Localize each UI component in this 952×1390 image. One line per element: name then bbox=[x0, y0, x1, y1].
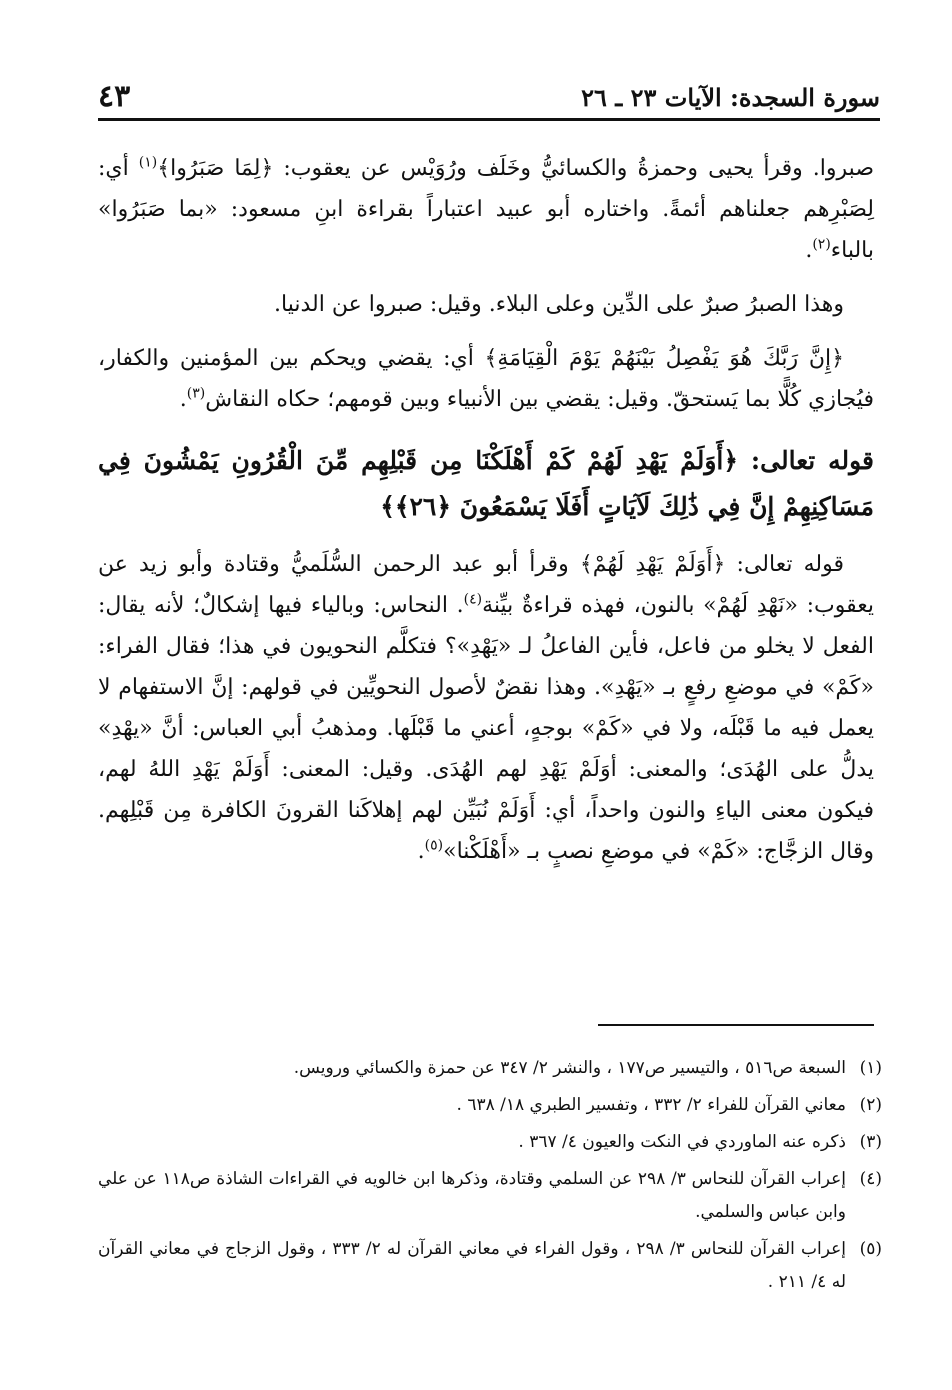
page-number: ٤٣ bbox=[98, 79, 131, 114]
footnote: (١) السبعة ص٥١٦ ، والتيسير ص١٧٧ ، والنشر ٢/ ٣٤٧ عن حمزة والكسائي ورويس. bbox=[293, 1058, 882, 1078]
running-title: سورة السجدة: الآيات ٢٣ ـ ٢٦ bbox=[581, 83, 880, 112]
footnote-ref-5: (٥) bbox=[424, 837, 444, 854]
paragraph-1: صبروا. وقرأ يحيى وحمزةُ والكسائيُّ وخَلَف ورُوَيْس عن يعقوب: ﴿لِمَا صَبَرُوا﴾$^{(١)}$ أي: لِصَبْرِهم جعلناهم أئمةً. واختاره أبو عبيد اعتباراً بقراءة ابنِ مسعود: «بما صَبَرُوا» بالباء$^{(٢)}$. bbox=[98, 154, 874, 263]
page-header bbox=[98, 72, 880, 121]
footnote-ref-2: (٢) bbox=[812, 236, 831, 253]
verse-heading: قوله تعالى: ﴿أَوَلَمْ يَهْدِ لَهُمْ كَمْ أَهْلَكْنَا مِن قَبْلِهِم مِّنَ الْقُرُونِ يَمْشُونَ فِي مَسَاكِنِهِمْ إِنَّ فِي ذَٰلِكَ لَآيَاتٍ أَفَلَا يَسْمَعُونَ ﴿٢٦﴾﴾ bbox=[98, 446, 874, 521]
footnote: (٥) إعراب القرآن للنحاس ٣/ ٢٩٨ ، وقول الفراء في معاني القرآن له ٢/ ٣٣٣ ، وقول الزجاج في معاني القرآن له ٤/ ٢١١ . bbox=[98, 1239, 882, 1292]
paragraph-3: ﴿إِنَّ رَبَّكَ هُوَ يَفْصِلُ بَيْنَهُمْ يَوْمَ الْقِيَامَةِ﴾ أي: يقضي ويحكم بين المؤمنين والكفار، فيُجازي كُلًّا بما يَستحقّ. وقيل: يقضي بين الأنبياء وبين قومهم؛ حكاه النقاش$^{(٣)}$. bbox=[98, 346, 874, 412]
footnote: (٣) ذكره عنه الماوردي في النكت والعيون ٤/ ٣٦٧ . bbox=[518, 1132, 882, 1152]
footnote-separator bbox=[598, 1024, 874, 1026]
footnotes bbox=[98, 1052, 882, 1303]
footnote: (٤) إعراب القرآن للنحاس ٣/ ٢٩٨ عن السلمي وقتادة، وذكرها ابن خالويه في القراءات الشاذة ص١١٨ عن علي وابن عباس والسلمي. bbox=[98, 1169, 882, 1222]
paragraph-2: وهذا الصبرُ صبرٌ على الدِّين وعلى البلاء. وقيل: صبروا عن الدنيا. bbox=[274, 292, 844, 317]
footnote: (٢) معاني القرآن للفراء ٢/ ٣٣٢ ، وتفسير الطبري ١٨/ ٦٣٨ . bbox=[456, 1095, 882, 1115]
footnote-ref-1: (١) bbox=[138, 154, 158, 171]
paragraph-4: قوله تعالى: ﴿أَوَلَمْ يَهْدِ لَهُمْ﴾ وقرأ أبو عبد الرحمن السُّلَميُّ وقتادة وأبو زيد عن يعقوب: «نَهْدِ لَهُمْ» بالنون، فهذه قراءةٌ بيِّنة$^{(٤)}$. النحاس: وبالياء فيها إشكالٌ؛ لأنه يقال: الفعل لا يخلو من فاعل، فأين الفاعلُ لـ «يَهْدِ»؟ فتكلَّم النحويون في هذا؛ فقال الفراء: «كَمْ» في موضعِ رفعٍ بـ «يَهْدِ». وهذا نقضٌ لأصول النحويِّين في قولهم: إنَّ الاستفهام لا يعمل فيه ما قَبْلَه، ولا في «كَمْ» بوجهٍ، أعني ما قَبْلَها. ومذهبُ أبي العباس: أنَّ «يهْدِ» يدلُّ على الهُدَى؛ والمعنى: أوَلَمْ يَهْدِ لهم الهُدَى. وقيل: المعنى: أَوَلَمْ يَهْدِ اللهُ لهم، فيكون معنى الياءِ والنون واحداً، أي: أَوَلَمْ نُبَيِّن لهم إهلاكَنا القرونَ الكافرة مِن قَبْلِهم. وقال الزجَّاج: «كَمْ» في موضعِ نصبٍ بـ «أَهْلَكْنا»$^{(٥)}$. bbox=[98, 552, 874, 864]
main-text bbox=[98, 148, 874, 885]
footnote-ref-4: (٤) bbox=[463, 591, 483, 608]
footnote-ref-3: (٣) bbox=[186, 385, 206, 402]
